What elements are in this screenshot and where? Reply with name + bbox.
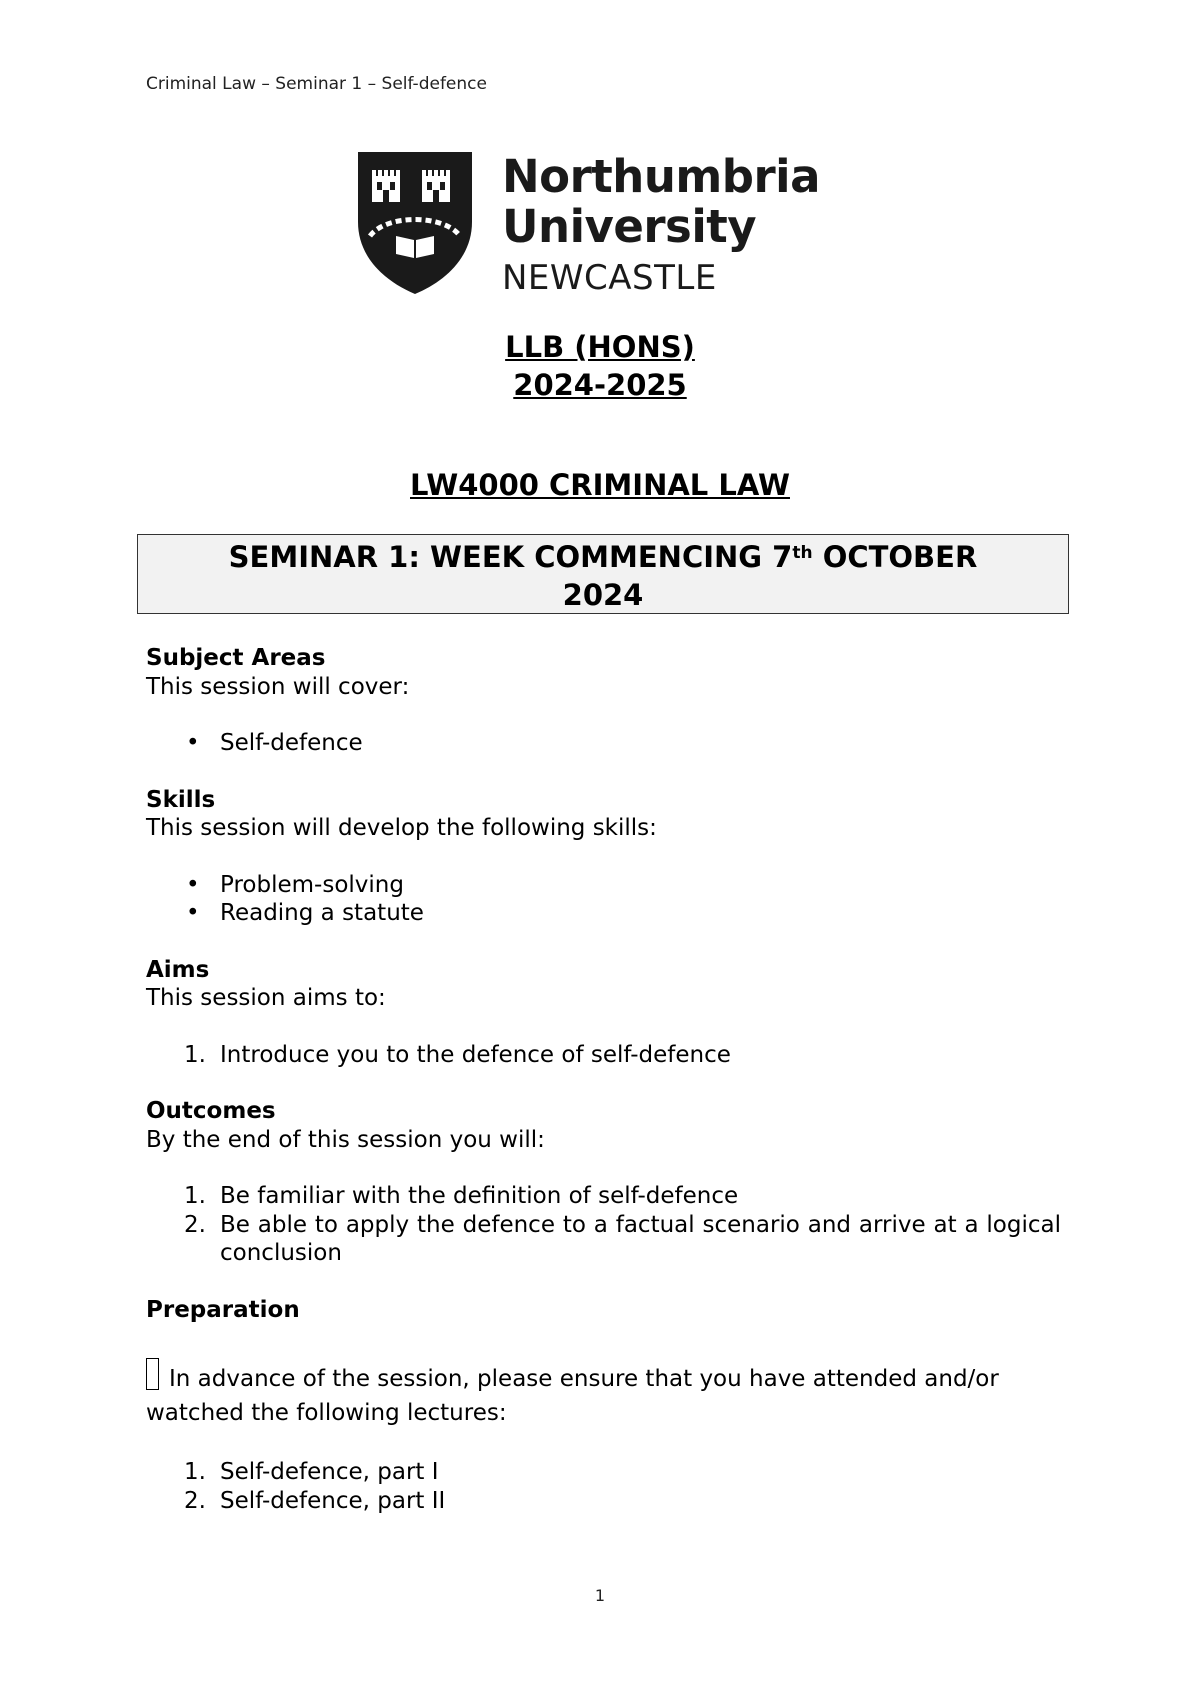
- preparation-text: In advance of the session, please ensure that you have attended and/or watched the following lectures:: [146, 1366, 999, 1426]
- list-item: [146, 871, 1061, 900]
- preparation-heading: Preparation: [146, 1296, 300, 1323]
- aims-heading: Aims: [146, 956, 210, 983]
- list-number: 1.: [184, 1041, 206, 1068]
- subject-heading: Subject Areas: [146, 645, 326, 671]
- seminar-title-line1: [138, 538, 1068, 576]
- list-number: 2.: [184, 1211, 206, 1238]
- list-item-text: Self-defence: [220, 730, 363, 756]
- bullet-icon: •: [186, 900, 200, 926]
- bullet-icon: •: [186, 730, 200, 756]
- seminar-title-month: OCTOBER: [812, 540, 978, 574]
- list-number: 1.: [184, 1459, 206, 1485]
- running-header: Criminal Law – Seminar 1 – Self-defence: [146, 74, 487, 94]
- preparation-text-block: [146, 1358, 1061, 1430]
- skills-intro: This session will develop the following skills:: [146, 815, 657, 841]
- list-item-text: Be familiar with the definition of self-defence: [220, 1183, 739, 1209]
- list-item: [146, 1458, 1061, 1487]
- academic-year: 2024-2025: [513, 368, 687, 402]
- module-title: LW4000 CRIMINAL LAW: [410, 468, 790, 502]
- seminar-title-year: 2024: [562, 578, 644, 612]
- list-item: [146, 729, 1061, 758]
- seminar-title-text: SEMINAR 1: WEEK COMMENCING 7: [228, 540, 793, 574]
- list-item: [146, 899, 1061, 928]
- list-item: [146, 1487, 1061, 1516]
- outcomes-intro: By the end of this session you will:: [146, 1126, 545, 1153]
- list-item: [146, 1211, 1061, 1268]
- list-item-text: Be able to apply the defence to a factual scenario and arrive at a logical conclusion: [220, 1211, 1061, 1266]
- aims-intro: This session aims to:: [146, 985, 386, 1011]
- bullet-icon: •: [186, 871, 200, 898]
- page-number: 1: [594, 1586, 606, 1605]
- university-logo: [356, 150, 836, 300]
- list-item-text: Introduce you to the defence of self-defence: [220, 1041, 731, 1068]
- list-item-text: Problem-solving: [220, 871, 404, 898]
- list-item-text: Reading a statute: [220, 900, 424, 926]
- list-number: 2.: [184, 1487, 206, 1514]
- seminar-title-ordinal: th: [792, 543, 813, 563]
- logo-word-northumbria: Northumbria: [502, 150, 820, 203]
- outcomes-heading: Outcomes: [146, 1098, 276, 1124]
- course-title: LLB (HONS): [505, 330, 695, 364]
- document-body: [146, 644, 1061, 1515]
- shield-icon: [356, 150, 474, 296]
- list-number: 1.: [184, 1183, 206, 1209]
- skills-heading: Skills: [146, 786, 216, 813]
- list-item-text: Self-defence, part II: [220, 1487, 446, 1514]
- logo-word-university: University: [502, 200, 757, 253]
- subject-intro: This session will cover:: [146, 673, 410, 700]
- list-item-text: Self-defence, part I: [220, 1459, 439, 1485]
- logo-word-newcastle: NEWCASTLE: [502, 258, 717, 298]
- seminar-title-box: [137, 534, 1069, 614]
- missing-glyph-box-icon: [146, 1358, 159, 1390]
- list-item: [146, 1182, 1061, 1211]
- list-item: [146, 1041, 1061, 1070]
